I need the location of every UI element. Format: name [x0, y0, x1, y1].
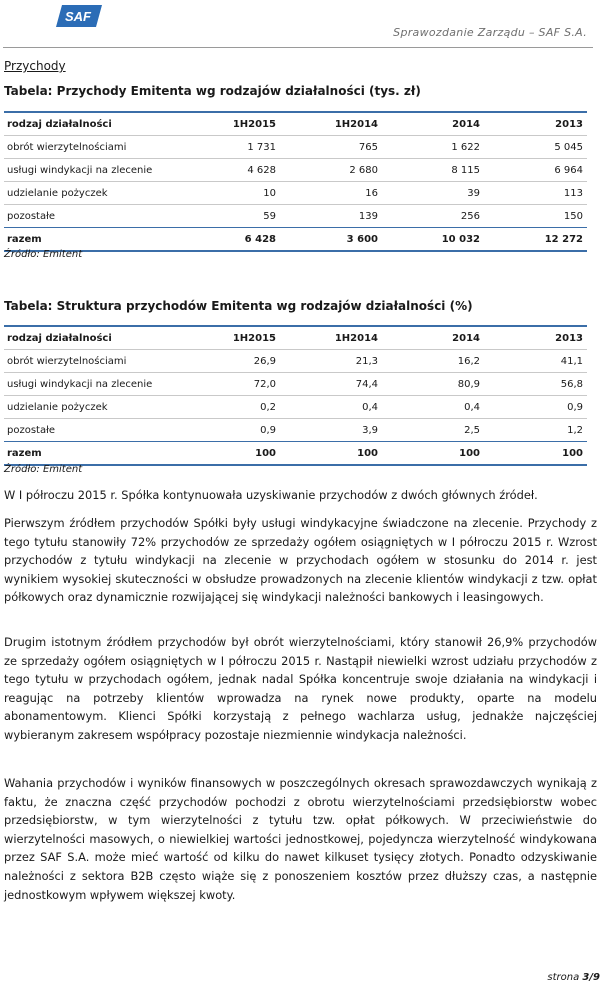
page-number [547, 972, 600, 983]
revenue-table [4, 111, 587, 252]
table-cell: 56,8 [484, 373, 587, 396]
table-cell: 0,9 [484, 396, 587, 419]
table-cell: 16 [280, 182, 382, 205]
section-title: Przychody [4, 59, 66, 73]
saf-logo [56, 5, 102, 27]
table-cell: 0,4 [382, 396, 484, 419]
paragraph: Pierwszym źródłem przychodów Spółki były usługi windykacyjne świadczone na zlecenie. Przychody z tego tytułu stanowiły 72% przychodów ze sprzedaży ogółem osiągniętych w I półroczu 2015 r. Wzrost przychodów z tytułu windykacji na zlecenie w przychodach ogółem w stosunku do 2014 r. jest wynikiem wysokiej skuteczności w obsłudze prowadzonych na zlecenie klientów windykacji z tzw. opłat półkowych oraz dynamicznie rozwijającej się windykacji należności bankowych i leasingowych. [4, 516, 597, 605]
column-header: rodzaj działalności [4, 112, 184, 136]
table-cell: 59 [184, 205, 280, 228]
column-header: 2013 [484, 326, 587, 350]
table-row [4, 350, 587, 373]
table-row [4, 373, 587, 396]
table-cell: 72,0 [184, 373, 280, 396]
row-label: udzielanie pożyczek [4, 182, 184, 205]
row-label: pozostałe [4, 419, 184, 442]
table-row [4, 182, 587, 205]
table-total-row [4, 442, 587, 466]
row-label: pozostałe [4, 205, 184, 228]
table1-source: Źródło: Emitent [4, 249, 83, 260]
column-header: 2014 [382, 326, 484, 350]
table-cell: 80,9 [382, 373, 484, 396]
page-label: strona [547, 972, 580, 983]
table-cell: 2,5 [382, 419, 484, 442]
table-cell: 765 [280, 136, 382, 159]
row-label: obrót wierzytelnościami [4, 136, 184, 159]
table-cell: 0,2 [184, 396, 280, 419]
table-row [4, 136, 587, 159]
table-cell: 74,4 [280, 373, 382, 396]
paragraph: W I półroczu 2015 r. Spółka kontynuowała uzyskiwanie przychodów z dwóch głównych źródeł. [4, 488, 538, 502]
paragraph: Wahania przychodów i wyników finansowych w poszczególnych okresach sprawozdawczych wynikają z faktu, że znaczna część przychodów pochodzi z obrotu wierzytelnościami przedsiębiorstw wobec przedsiębiorstw, w tym wierzytelności z tytułu tzw. opłat półkowych. W przeciwieństwie do wierzytelności masowych, o niewielkiej wartości jednostkowej, pojedyncza wierzytelność windykowana przez SAF S.A. może mieć wartość od kilku do nawet kilkuset tysięcy złotych. Ponadto odzyskiwanie należności z sektora B2B często wiąże się z ponoszeniem kosztów przez dłuższy czas, a następnie jednostkowym wpływem większej kwoty. [4, 776, 597, 902]
table-cell: 0,9 [184, 419, 280, 442]
table-row [4, 205, 587, 228]
table-cell: 139 [280, 205, 382, 228]
table-cell: 113 [484, 182, 587, 205]
table-cell: 1 622 [382, 136, 484, 159]
table-header-row [4, 326, 587, 350]
table-cell: 8 115 [382, 159, 484, 182]
table-cell: 26,9 [184, 350, 280, 373]
row-label: razem [4, 228, 184, 252]
table-row [4, 396, 587, 419]
table-cell: 10 032 [382, 228, 484, 252]
table-cell: 41,1 [484, 350, 587, 373]
row-label: razem [4, 442, 184, 466]
table-cell: 6 964 [484, 159, 587, 182]
table-header-row [4, 112, 587, 136]
table-cell: 5 045 [484, 136, 587, 159]
column-header: rodzaj działalności [4, 326, 184, 350]
table-total-row [4, 228, 587, 252]
column-header: 1H2014 [280, 326, 382, 350]
table-cell: 4 628 [184, 159, 280, 182]
document-header-title: Sprawozdanie Zarządu – SAF S.A. [393, 26, 587, 39]
table-cell: 10 [184, 182, 280, 205]
row-label: obrót wierzytelnościami [4, 350, 184, 373]
table-cell: 3 600 [280, 228, 382, 252]
table-cell: 39 [382, 182, 484, 205]
row-label: udzielanie pożyczek [4, 396, 184, 419]
table-cell: 100 [280, 442, 382, 466]
table-cell: 100 [184, 442, 280, 466]
table-cell: 1 731 [184, 136, 280, 159]
table-cell: 2 680 [280, 159, 382, 182]
logo-text: SAF [65, 9, 91, 24]
table-cell: 1,2 [484, 419, 587, 442]
table-cell: 6 428 [184, 228, 280, 252]
row-label: usługi windykacji na zlecenie [4, 373, 184, 396]
table-cell: 21,3 [280, 350, 382, 373]
table-cell: 16,2 [382, 350, 484, 373]
table-cell: 100 [382, 442, 484, 466]
revenue-structure-table [4, 325, 587, 466]
column-header: 1H2014 [280, 112, 382, 136]
table2-title: Tabela: Struktura przychodów Emitenta wg rodzajów działalności (%) [4, 299, 473, 313]
table-cell: 12 272 [484, 228, 587, 252]
table2-source: Źródło: Emitent [4, 464, 83, 475]
row-label: usługi windykacji na zlecenie [4, 159, 184, 182]
table-row [4, 419, 587, 442]
table1-title: Tabela: Przychody Emitenta wg rodzajów działalności (tys. zł) [4, 84, 421, 98]
header-divider [3, 47, 593, 48]
column-header: 2014 [382, 112, 484, 136]
table-cell: 0,4 [280, 396, 382, 419]
column-header: 1H2015 [184, 326, 280, 350]
column-header: 2013 [484, 112, 587, 136]
table-cell: 150 [484, 205, 587, 228]
table-cell: 100 [484, 442, 587, 466]
table-cell: 3,9 [280, 419, 382, 442]
table-row [4, 159, 587, 182]
page-number-value: 3/9 [582, 972, 600, 983]
column-header: 1H2015 [184, 112, 280, 136]
paragraph: Drugim istotnym źródłem przychodów był obrót wierzytelnościami, który stanowił 26,9% przychodów ze sprzedaży ogółem osiągniętych w I półroczu 2015 r. Nastąpił niewielki wzrost udziału przychodów z tego tytułu w przychodach ogółem, jednak nadal Spółka koncentruje swoje działania na windykacji i reagując na potrzeby klientów wprowadza na rynek nowe produkty, oparte na modelu abonamentowym. Klienci Spółki korzystają z pełnego wachlarza usług, jednakże najczęściej wybieranym zakresem współpracy pozostaje niezmiennie windykacja należności. [4, 635, 597, 742]
table-cell: 256 [382, 205, 484, 228]
